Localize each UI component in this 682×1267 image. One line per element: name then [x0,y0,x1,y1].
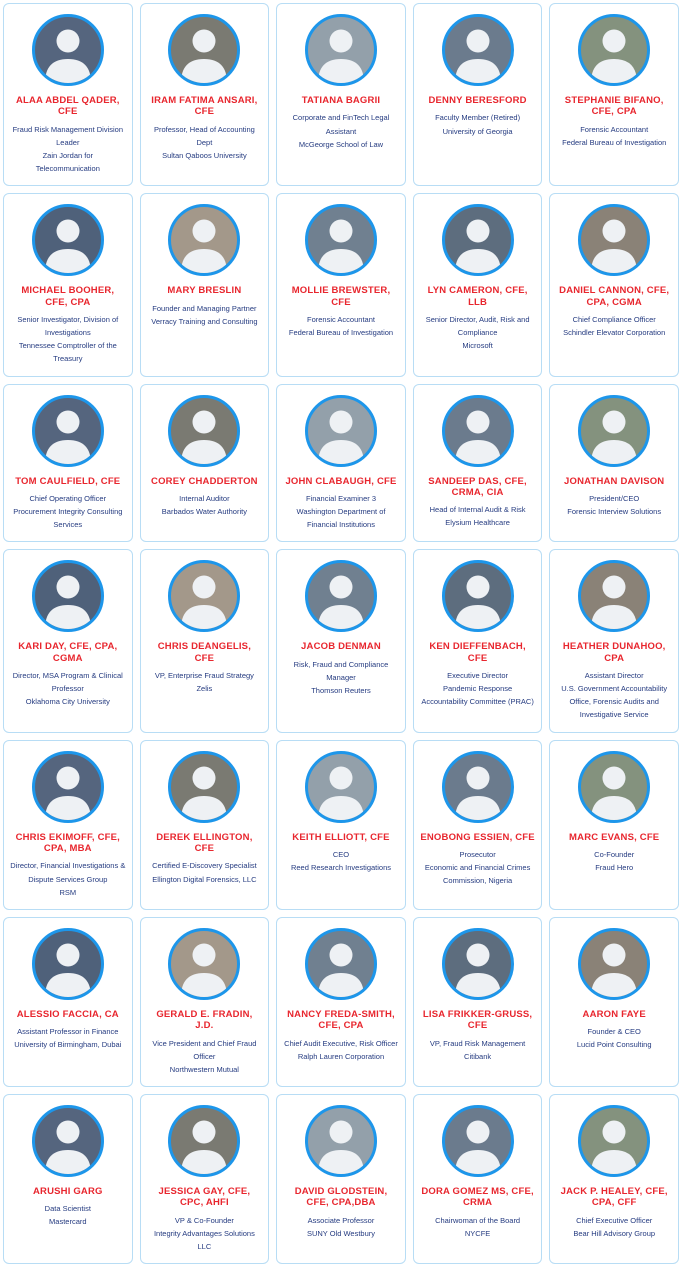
person-avatar-icon [581,398,647,464]
speaker-title: Prosecutor [459,850,496,859]
speaker-name: MICHAEL BOOHER, CFE, CPA [21,285,115,308]
speaker-title: Co-Founder [594,850,635,859]
speaker-title: CEO [332,850,350,859]
speaker-organization: Barbados Water Authority [161,507,247,517]
speaker-photo [305,395,377,467]
speaker-photo [578,928,650,1000]
speaker-photo [578,14,650,86]
speaker-name: JACOB DENMAN [301,641,381,653]
speaker-photo [442,928,514,1000]
speaker-name: STEPHANIE BIFANO, CFE, CPA [564,95,664,118]
speaker-card[interactable] [413,917,543,1087]
speaker-title: Director, Financial Investigations & Dispute Services Group [10,861,126,884]
person-avatar-icon [445,398,511,464]
speaker-card[interactable] [413,3,543,186]
person-avatar-icon [445,1108,511,1174]
speaker-organization: Procurement Integrity Consulting Services [13,507,123,530]
speaker-title: Chief Operating Officer [29,493,107,503]
speaker-organization: Lucid Point Consulting [576,1040,652,1050]
speaker-photo [168,751,240,823]
person-avatar-icon [35,563,101,629]
speaker-name: ALESSIO FACCIA, CA [16,1008,119,1020]
speaker-name: DORA GOMEZ MS, CFE, CRMA [421,1185,534,1209]
speaker-card[interactable] [276,1094,406,1264]
person-avatar-icon [35,931,101,997]
speaker-photo [578,560,650,632]
speaker-name: DAVID GLODSTEIN, CFE, CPA,DBA [294,1185,388,1209]
speaker-organization: Pandemic Response Accountability Committee (PRAC) [421,684,534,707]
person-avatar-icon [445,207,511,273]
speaker-card[interactable] [3,193,133,376]
speaker-title: Founder and Managing Partner [152,303,257,313]
person-avatar-icon [308,1108,374,1174]
speaker-organization: University of Birmingham, Dubai [14,1040,122,1050]
speaker-name: IRAM FATIMA ANSARI, CFE [151,95,258,118]
speaker-organization: Thomson Reuters [311,685,371,695]
speaker-title: Senior Director, Audit, Risk and Compliance [425,315,530,338]
speaker-card[interactable] [140,1094,270,1264]
speaker-card[interactable] [413,740,543,910]
speaker-organization: Oklahoma City University [25,697,110,707]
speaker-name: DANIEL CANNON, CFE, CPA, CGMA [559,285,670,308]
speaker-card[interactable] [276,193,406,376]
person-avatar-icon [171,931,237,997]
speaker-card[interactable] [140,3,270,186]
speaker-photo [32,751,104,823]
speaker-card[interactable] [3,740,133,910]
speaker-organization: Northwestern Mutual [169,1064,239,1074]
speaker-organization: Zelis [196,684,213,694]
speaker-name: DENNY BERESFORD [428,95,527,106]
speaker-card[interactable] [140,193,270,376]
speaker-name: NANCY FREDA-SMITH, CFE, CPA [287,1008,395,1032]
person-avatar-icon [171,754,237,820]
speaker-name: LYN CAMERON, CFE, LLB [427,285,528,308]
speaker-name: KEN DIEFFENBACH, CFE [429,641,526,664]
speaker-photo [168,560,240,632]
person-avatar-icon [308,398,374,464]
person-avatar-icon [171,398,237,464]
speaker-title: Senior Investigator, Division of Investigations [17,315,119,338]
person-avatar-icon [581,754,647,820]
speaker-organization: U.S. Government Accountability Office, Forensic Audits and Investigative Service [561,684,668,720]
person-avatar-icon [581,563,647,629]
speaker-title: Executive Director [447,671,509,681]
person-avatar-icon [581,931,647,997]
speaker-organization: Ralph Lauren Corporation [297,1051,385,1061]
speaker-organization: Fraud Hero [595,863,634,873]
speaker-card[interactable] [276,917,406,1087]
speaker-organization: Reed Research Investigations [290,863,392,873]
person-avatar-icon [171,17,237,83]
speaker-card[interactable] [549,1094,679,1264]
speaker-name: MARY BRESLIN [167,285,242,297]
person-avatar-icon [581,207,647,273]
speaker-card[interactable] [3,384,133,543]
speaker-card[interactable] [549,740,679,910]
speaker-card[interactable] [276,740,406,910]
speaker-photo [442,204,514,276]
speaker-card[interactable] [3,3,133,186]
speaker-card[interactable] [549,549,679,732]
speaker-title: Financial Examiner 3 [305,493,376,503]
speaker-name: KEITH ELLIOTT, CFE [292,831,390,843]
speaker-title: Founder & CEO [587,1027,641,1037]
speaker-title: Corporate and FinTech Legal Assistant [292,113,390,136]
speaker-organization: Elysium Healthcare [445,518,510,528]
speaker-photo [32,928,104,1000]
person-avatar-icon [308,17,374,83]
speaker-name: CHRIS DEANGELIS, CFE [157,641,252,664]
speaker-card[interactable] [413,1094,543,1264]
speaker-photo [442,560,514,632]
speaker-title: Certified E-Discovery Specialist [152,861,257,871]
speaker-organization: Washington Department of Financial Institutions [296,507,386,530]
speaker-photo [442,395,514,467]
speaker-card[interactable] [276,549,406,732]
speaker-organization: Mastercard [49,1217,87,1227]
person-avatar-icon [308,563,374,629]
person-avatar-icon [35,1108,101,1174]
speaker-organization: University of Georgia [442,126,513,136]
speaker-name: COREY CHADDERTON [151,475,258,487]
speaker-photo [168,14,240,86]
speaker-name: ALAA ABDEL QADER, CFE [15,95,120,118]
speaker-organization: Ellington Digital Forensics, LLC [152,874,257,884]
speaker-organization: Citibank [464,1051,492,1061]
speaker-card[interactable] [140,917,270,1087]
speaker-title: Faculty Member (Retired) [435,113,521,123]
speaker-name: CHRIS EKIMOFF, CFE, CPA, MBA [15,831,120,854]
person-avatar-icon [445,17,511,83]
speaker-name: KARI DAY, CFE, CPA, CGMA [18,641,118,664]
speaker-title: Chief Compliance Officer [572,315,656,325]
speaker-title: Chief Executive Officer [576,1215,653,1225]
speaker-photo [32,395,104,467]
person-avatar-icon [35,17,101,83]
speaker-title: Forensic Accountant [307,315,375,325]
person-avatar-icon [35,398,101,464]
speaker-photo [305,204,377,276]
speaker-title: Associate Professor [307,1215,375,1225]
speaker-photo [578,204,650,276]
speaker-name: LISA FRIKKER-GRUSS, CFE [422,1008,533,1032]
speaker-photo [442,14,514,86]
speaker-photo [32,1105,104,1177]
speaker-name: MOLLIE BREWSTER, CFE [291,285,391,308]
speaker-organization: Verracy Training and Consulting [151,316,258,326]
speaker-photo [32,204,104,276]
person-avatar-icon [581,1108,647,1174]
speaker-name: JESSICA GAY, CFE, CPC, AHFI [158,1185,251,1209]
speaker-title: Assistant Professor in Finance [17,1027,119,1037]
person-avatar-icon [171,563,237,629]
person-avatar-icon [171,207,237,273]
speaker-organization: Zain Jordan for Telecommunication [35,151,100,174]
speaker-card[interactable] [413,384,543,543]
speaker-photo [32,14,104,86]
person-avatar-icon [308,754,374,820]
speaker-name: AARON FAYE [582,1008,646,1020]
speaker-card[interactable] [413,549,543,732]
speaker-name: TOM CAULFIELD, CFE [15,475,121,487]
person-avatar-icon [35,754,101,820]
speaker-card[interactable] [549,193,679,376]
speaker-card[interactable] [549,3,679,186]
speaker-photo [168,204,240,276]
speaker-organization: Bear Hill Advisory Group [573,1228,656,1238]
speaker-organization: McGeorge School of Law [298,139,384,149]
speaker-card[interactable] [140,740,270,910]
speaker-photo [578,751,650,823]
speaker-name: ENOBONG ESSIEN, CFE [420,831,535,843]
speaker-organization: Economic and Financial Crimes Commission, Nigeria [424,863,531,886]
speaker-organization: Schindler Elevator Corporation [563,328,666,338]
speaker-card[interactable] [3,917,133,1087]
speaker-title: Director, MSA Program & Clinical Professor [12,671,123,694]
speaker-name: SANDEEP DAS, CFE, CRMA, CIA [428,475,527,498]
speaker-title: Internal Auditor [179,493,230,503]
speaker-title: VP & Co-Founder [174,1215,234,1225]
speaker-name: TATIANA BAGRII [301,95,381,106]
speaker-photo [168,1105,240,1177]
speaker-card[interactable] [140,549,270,732]
speaker-organization: Federal Bureau of Investigation [562,137,667,147]
speaker-name: JACK P. HEALEY, CFE, CPA, CFF [560,1185,668,1209]
speaker-title: Chief Audit Executive, Risk Officer [284,1038,398,1048]
speaker-title: Data Scientist [44,1204,91,1214]
speaker-title: Head of Internal Audit & Risk [429,505,526,515]
speaker-title: President/CEO [589,493,640,503]
person-avatar-icon [308,207,374,273]
speaker-photo [578,1105,650,1177]
speaker-photo [305,751,377,823]
person-avatar-icon [445,754,511,820]
speaker-photo [305,560,377,632]
speaker-organization: Tennessee Comptroller of the Treasury [18,341,117,364]
speaker-organization: Forensic Interview Solutions [567,507,662,517]
speaker-organization: Federal Bureau of Investigation [288,328,394,338]
person-avatar-icon [581,17,647,83]
person-avatar-icon [35,207,101,273]
speaker-card[interactable] [276,3,406,186]
speaker-card[interactable] [549,917,679,1087]
speaker-organization: Integrity Advantages Solutions LLC [153,1228,255,1251]
speaker-card[interactable] [3,1094,133,1264]
speaker-name: ARUSHI GARG [32,1185,103,1197]
speaker-photo [168,395,240,467]
speaker-organization: Microsoft [462,341,493,351]
speaker-organization: SUNY Old Westbury [306,1228,376,1238]
speaker-photo [442,1105,514,1177]
speaker-name: MARC EVANS, CFE [569,831,660,843]
speaker-photo [305,14,377,86]
speaker-title: Forensic Accountant [580,124,649,134]
speaker-title: Vice President and Chief Fraud Officer [152,1038,257,1061]
speaker-card[interactable] [140,384,270,543]
speaker-name: DEREK ELLINGTON, CFE [156,831,253,854]
person-avatar-icon [171,1108,237,1174]
speaker-photo [305,928,377,1000]
speaker-title: VP, Enterprise Fraud Strategy [154,671,254,681]
speaker-card[interactable] [549,384,679,543]
speaker-name: GERALD E. FRADIN, J.D. [156,1008,253,1032]
speaker-photo [32,560,104,632]
speaker-organization: Sultan Qaboos University [162,151,247,161]
person-avatar-icon [308,931,374,997]
speaker-title: Chairwoman of the Board [435,1215,521,1225]
person-avatar-icon [445,931,511,997]
speaker-name: HEATHER DUNAHOO, CPA [562,641,666,664]
speaker-card[interactable] [413,193,543,376]
speaker-name: JOHN CLABAUGH, CFE [285,475,397,487]
speaker-title: Risk, Fraud and Compliance Manager [293,659,389,682]
speaker-photo [168,928,240,1000]
speaker-title: Assistant Director [584,671,644,681]
person-avatar-icon [445,563,511,629]
speaker-card[interactable] [276,384,406,543]
speaker-name: JONATHAN DAVISON [564,475,665,487]
speaker-title: Professor, Head of Accounting Dept [153,124,255,147]
speaker-organization: NYCFE [464,1228,491,1238]
speaker-card[interactable] [3,549,133,732]
speaker-organization: RSM [59,887,77,897]
speaker-title: VP, Fraud Risk Management [429,1038,526,1048]
speaker-photo [578,395,650,467]
speaker-title: Fraud Risk Management Division Leader [12,124,124,147]
speaker-photo [305,1105,377,1177]
speaker-photo [442,751,514,823]
speaker-grid [3,3,679,1264]
